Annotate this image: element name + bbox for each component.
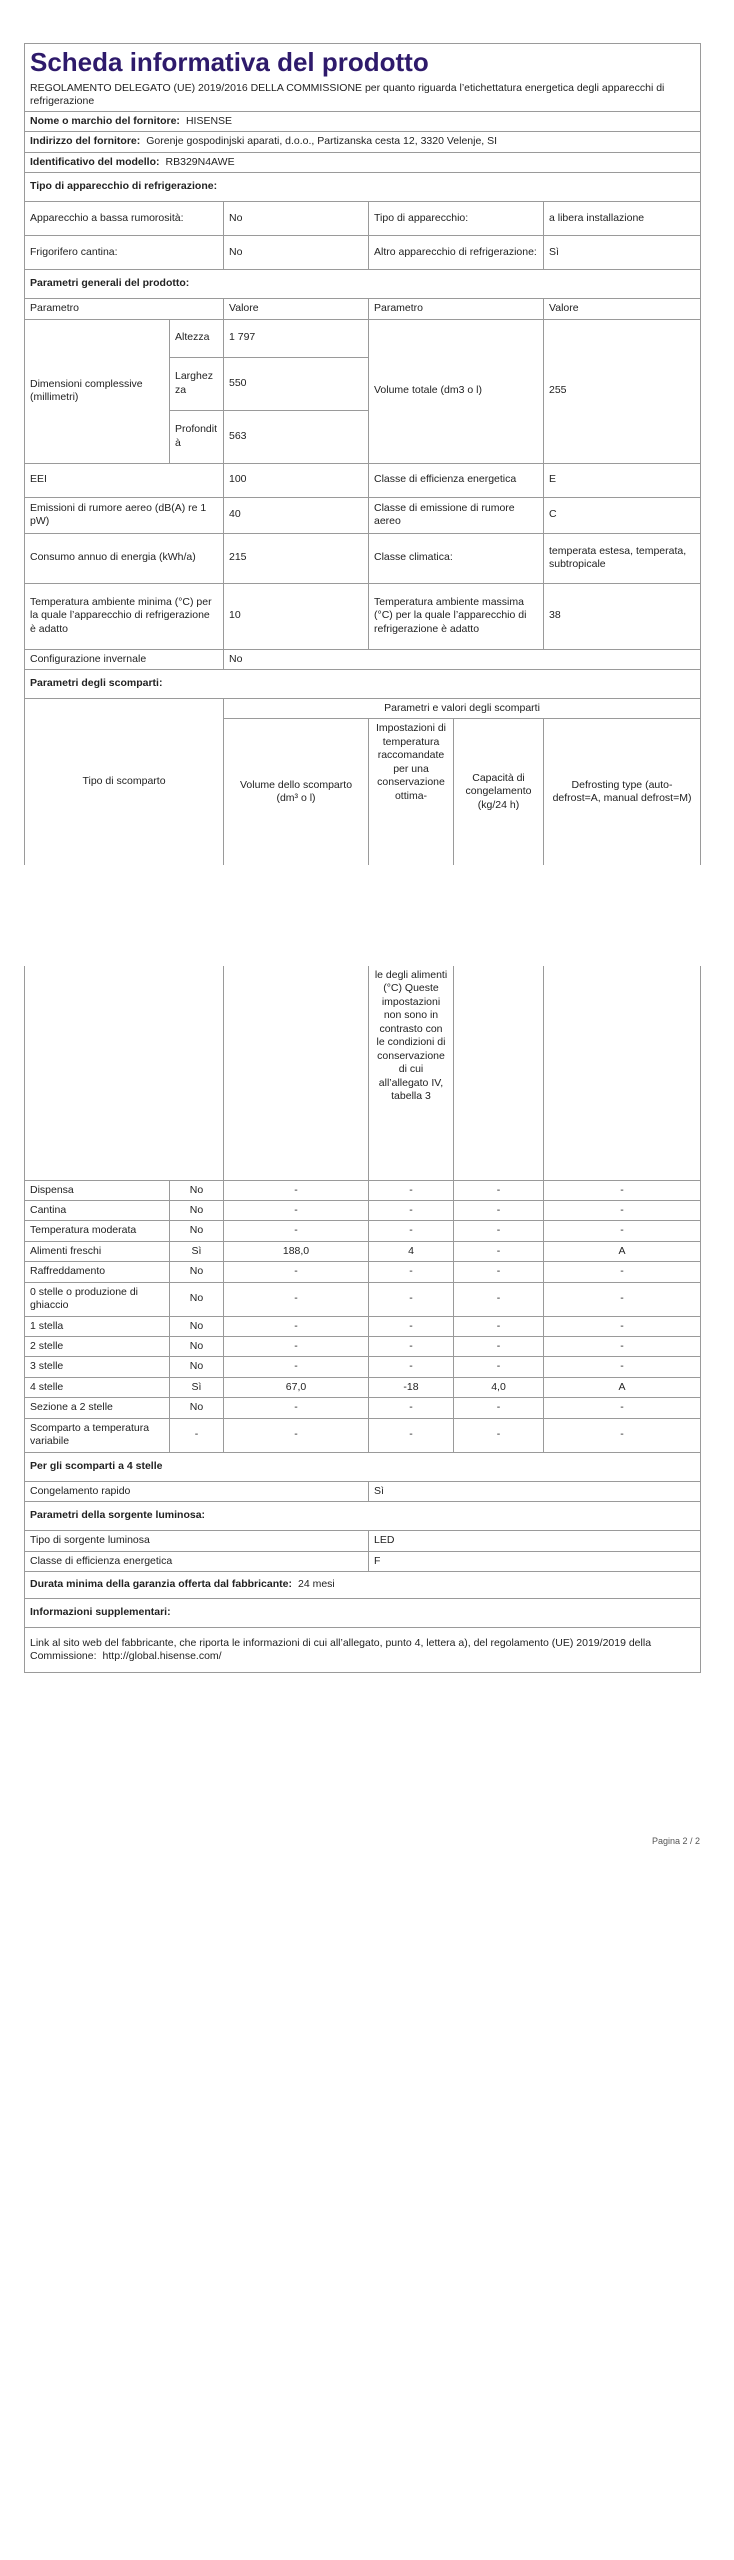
model-id-value: RB329N4AWE	[165, 155, 235, 168]
compartment-name: Dispensa	[25, 1180, 170, 1200]
compartment-volume: 188,0	[224, 1241, 369, 1261]
four-star-header: Per gli scomparti a 4 stelle	[25, 1452, 701, 1481]
supplier-name-value: HISENSE	[185, 114, 233, 127]
compartment-volume: -	[224, 1262, 369, 1282]
compartment-volume: 67,0	[224, 1377, 369, 1397]
compartment-volume: -	[224, 1180, 369, 1200]
design-type-value: a libera installazione	[544, 202, 701, 236]
table-row	[25, 1418, 701, 1452]
compartment-present: No	[170, 1337, 224, 1357]
table-row	[25, 1316, 701, 1336]
compartment-name: 4 stelle	[25, 1377, 170, 1397]
warranty-label: Durata minima della garanzia offerta dal fabbricante:	[30, 1578, 292, 1591]
supplier-name-row	[25, 111, 701, 131]
fast-freeze-label: Congelamento rapido	[25, 1481, 369, 1501]
col-param-header-2: Parametro	[369, 299, 544, 319]
compartment-temp: -	[369, 1180, 454, 1200]
wine-storage-value: No	[224, 236, 369, 270]
table-row	[25, 1337, 701, 1357]
low-noise-value: No	[224, 202, 369, 236]
compartment-temp: -	[369, 1221, 454, 1241]
compartment-temp: -	[369, 1357, 454, 1377]
temp-setting-header-bottom: le degli alimenti (°C) Queste impostazioni non sono in contrasto con le condizioni di conservazione di cui all’allegato IV, tabella 3	[369, 966, 454, 1180]
compartment-temp: 4	[369, 1241, 454, 1261]
min-temp-label: Temperatura ambiente minima (°C) per la quale l’apparecchio di refrigerazione è adatto	[25, 583, 224, 649]
energy-class-label: Classe di efficienza energetica	[369, 463, 544, 497]
compartment-present: No	[170, 1316, 224, 1336]
table-row	[25, 1377, 701, 1397]
compartment-header-table	[24, 669, 701, 865]
other-appliance-value: Sì	[544, 236, 701, 270]
compartment-name: 1 stella	[25, 1316, 170, 1336]
compartment-rows	[25, 1180, 701, 1452]
design-type-label: Tipo di apparecchio:	[369, 202, 544, 236]
compartment-defrost: A	[544, 1241, 701, 1261]
height-value: 1 797	[224, 319, 369, 357]
compartment-name: Scomparto a temperatura variabile	[25, 1418, 170, 1452]
light-type-value: LED	[369, 1531, 701, 1551]
noise-class-value: C	[544, 497, 701, 533]
supplier-address-row	[25, 132, 701, 152]
compartment-present: No	[170, 1221, 224, 1241]
freezing-capacity-header: Capacità di congelamento (kg/24 h)	[454, 719, 544, 865]
compartment-volume: -	[224, 1357, 369, 1377]
compartment-freeze: -	[454, 1200, 544, 1220]
light-class-value: F	[369, 1551, 701, 1571]
max-temp-label: Temperatura ambiente massima (°C) per la quale l’apparecchio di refrigerazione è adatto	[369, 583, 544, 649]
title-cell	[25, 44, 701, 112]
col-param-header: Parametro	[25, 299, 224, 319]
table-row	[25, 1398, 701, 1418]
compartment-type-header-cont	[25, 966, 224, 1180]
compartment-freeze: -	[454, 1180, 544, 1200]
page-number: Pagina 2 / 2	[652, 1836, 701, 1846]
compartment-temp: -	[369, 1316, 454, 1336]
height-label: Altezza	[170, 319, 224, 357]
compartment-temp: -	[369, 1282, 454, 1316]
additional-info-row	[25, 1627, 701, 1672]
noise-label: Emissioni di rumore aereo (dB(A) re 1 pW)	[25, 497, 224, 533]
additional-info-header: Informazioni supplementari:	[25, 1598, 701, 1627]
warranty-row	[25, 1571, 701, 1598]
width-label: Larghezza	[170, 357, 224, 410]
min-temp-value: 10	[224, 583, 369, 649]
col-value-header: Valore	[224, 299, 369, 319]
compartment-volume: -	[224, 1337, 369, 1357]
compartment-name: Raffreddamento	[25, 1262, 170, 1282]
max-temp-value: 38	[544, 583, 701, 649]
four-star-table	[24, 1452, 701, 1673]
climate-class-value: temperata estesa, temperata, subtropicale	[544, 533, 701, 583]
table-row	[25, 1282, 701, 1316]
fast-freeze-value: Sì	[369, 1481, 701, 1501]
freezing-capacity-header-cont	[454, 966, 544, 1180]
compartment-defrost: -	[544, 1337, 701, 1357]
model-id-label: Identificativo del modello:	[30, 155, 160, 168]
compartment-name: 0 stelle o produzione di ghiaccio	[25, 1282, 170, 1316]
volume-label: Volume totale (dm3 o l)	[369, 319, 544, 463]
compartment-table	[24, 966, 701, 1453]
compartment-present: No	[170, 1398, 224, 1418]
compartment-defrost: -	[544, 1262, 701, 1282]
compartment-volume: -	[224, 1221, 369, 1241]
compartment-temp: -	[369, 1418, 454, 1452]
compartment-volume: -	[224, 1200, 369, 1220]
depth-label: Profondità	[170, 410, 224, 463]
other-appliance-label: Altro apparecchio di refrigerazione:	[369, 236, 544, 270]
compartment-volume: -	[224, 1398, 369, 1418]
compartment-freeze: -	[454, 1241, 544, 1261]
compartment-volume: -	[224, 1282, 369, 1316]
compartment-volume: -	[224, 1418, 369, 1452]
table-row	[25, 1357, 701, 1377]
table-row	[25, 1241, 701, 1261]
compartment-freeze: -	[454, 1337, 544, 1357]
compartment-params-header: Parametri e valori degli scomparti	[224, 698, 701, 718]
climate-class-label: Classe climatica:	[369, 533, 544, 583]
noise-value: 40	[224, 497, 369, 533]
compartment-present: Sì	[170, 1241, 224, 1261]
header-table	[24, 43, 701, 202]
eei-value: 100	[224, 463, 369, 497]
winter-setting-value: No	[224, 649, 701, 669]
compartment-defrost: -	[544, 1418, 701, 1452]
compartment-present: No	[170, 1282, 224, 1316]
compartment-type-header: Tipo di scomparto	[25, 698, 224, 864]
consumption-label: Consumo annuo di energia (kWh/a)	[25, 533, 224, 583]
product-sheet-part-2	[24, 966, 700, 1673]
supplier-address-label: Indirizzo del fornitore:	[30, 135, 141, 148]
compartment-temp: -	[369, 1337, 454, 1357]
compartment-defrost: -	[544, 1398, 701, 1418]
energy-class-value: E	[544, 463, 701, 497]
table-row	[25, 1180, 701, 1200]
compartment-name: Temperatura moderata	[25, 1221, 170, 1241]
compartments-header: Parametri degli scomparti:	[25, 669, 701, 698]
defrost-type-header: Defrosting type (auto-defrost=A, manual defrost=M)	[544, 719, 701, 865]
compartment-defrost: -	[544, 1316, 701, 1336]
warranty-value: 24 mesi	[297, 1578, 335, 1591]
light-class-label: Classe di efficienza energetica	[25, 1551, 369, 1571]
col-value-header-2: Valore	[544, 299, 701, 319]
compartment-temp: -	[369, 1398, 454, 1418]
compartment-name: Sezione a 2 stelle	[25, 1398, 170, 1418]
compartment-present: No	[170, 1180, 224, 1200]
compartment-defrost: -	[544, 1180, 701, 1200]
compartment-name: 3 stelle	[25, 1357, 170, 1377]
eei-label: EEI	[25, 463, 224, 497]
general-params-header: Parametri generali del prodotto:	[25, 270, 701, 299]
product-sheet-part-1	[24, 43, 700, 865]
compartment-name: Alimenti freschi	[25, 1241, 170, 1261]
supplier-name-label: Nome o marchio del fornitore:	[30, 114, 180, 127]
light-type-label: Tipo di sorgente luminosa	[25, 1531, 369, 1551]
compartment-present: No	[170, 1200, 224, 1220]
light-source-header: Parametri della sorgente luminosa:	[25, 1502, 701, 1531]
compartment-freeze: -	[454, 1357, 544, 1377]
width-value: 550	[224, 357, 369, 410]
compartment-present: No	[170, 1262, 224, 1282]
compartment-freeze: 4,0	[454, 1377, 544, 1397]
depth-value: 563	[224, 410, 369, 463]
compartment-defrost: -	[544, 1221, 701, 1241]
consumption-value: 215	[224, 533, 369, 583]
compartment-freeze: -	[454, 1262, 544, 1282]
table-row	[25, 1262, 701, 1282]
regulation-text: REGOLAMENTO DELEGATO (UE) 2019/2016 DELLA COMMISSIONE per quanto riguarda l’etichettatura energetica degli apparecchi di refrigerazione	[30, 81, 665, 108]
compartment-defrost: A	[544, 1377, 701, 1397]
temp-setting-header-top: Impostazioni di temperatura raccomandate per una conservazione ottima-	[369, 719, 454, 865]
model-id-row	[25, 152, 701, 172]
compartment-present: Sì	[170, 1377, 224, 1397]
compartment-defrost: -	[544, 1200, 701, 1220]
page-title: Scheda informativa del prodotto	[30, 47, 429, 77]
compartment-temp: -	[369, 1200, 454, 1220]
volume-header: Volume dello scomparto (dm³ o l)	[224, 719, 369, 865]
compartment-freeze: -	[454, 1398, 544, 1418]
dimensions-label: Dimensioni complessive (millimetri)	[25, 319, 170, 463]
volume-value: 255	[544, 319, 701, 463]
table-row	[25, 1221, 701, 1241]
table-row	[25, 1200, 701, 1220]
compartment-freeze: -	[454, 1316, 544, 1336]
manufacturer-link[interactable]: http://global.hisense.com/	[102, 1649, 222, 1662]
additional-info-text: Link al sito web del fabbricante, che riporta le informazioni di cui all’allegato, punto 4, lettera a), del regolamento (UE) 2019/2019 della Commissione:	[30, 1636, 652, 1662]
compartment-present: -	[170, 1418, 224, 1452]
compartment-defrost: -	[544, 1357, 701, 1377]
low-noise-label: Apparecchio a bassa rumorosità:	[25, 202, 224, 236]
wine-storage-label: Frigorifero cantina:	[25, 236, 224, 270]
general-params-table	[24, 269, 701, 670]
compartment-name: Cantina	[25, 1200, 170, 1220]
compartment-temp: -18	[369, 1377, 454, 1397]
compartment-freeze: -	[454, 1221, 544, 1241]
compartment-defrost: -	[544, 1282, 701, 1316]
volume-header-cont	[224, 966, 369, 1180]
compartment-freeze: -	[454, 1282, 544, 1316]
defrost-type-header-cont	[544, 966, 701, 1180]
compartment-name: 2 stelle	[25, 1337, 170, 1357]
compartment-volume: -	[224, 1316, 369, 1336]
compartment-present: No	[170, 1357, 224, 1377]
compartment-freeze: -	[454, 1418, 544, 1452]
appliance-type-table	[24, 201, 701, 270]
supplier-address-value: Gorenje gospodinjski aparati, d.o.o., Partizanska cesta 12, 3320 Velenje, SI	[146, 135, 498, 148]
appliance-type-header: Tipo di apparecchio di refrigerazione:	[25, 173, 701, 202]
winter-setting-label: Configurazione invernale	[25, 649, 224, 669]
compartment-temp: -	[369, 1262, 454, 1282]
noise-class-label: Classe di emissione di rumore aereo	[369, 497, 544, 533]
